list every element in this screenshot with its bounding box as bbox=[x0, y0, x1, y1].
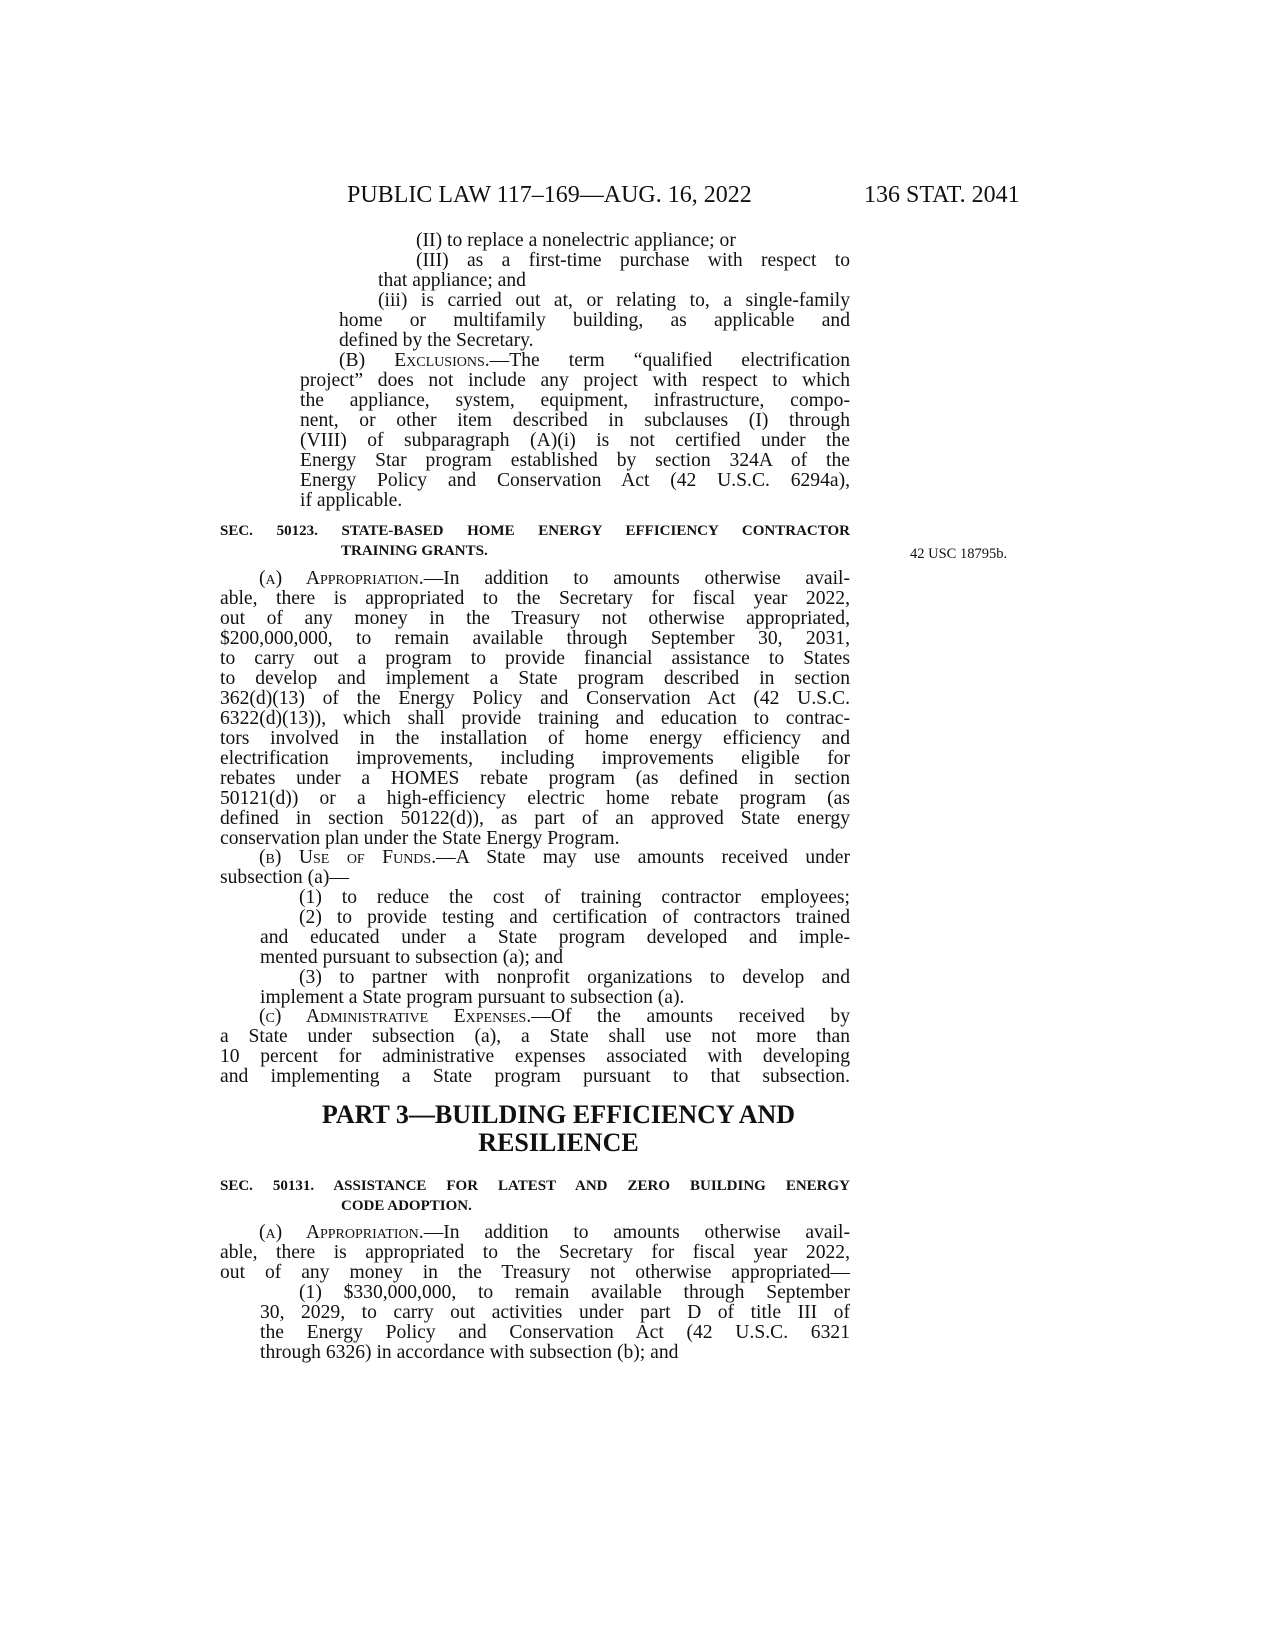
text-line: mented pursuant to subsection (a); and bbox=[260, 947, 564, 968]
text-line: a State under subsection (a), a State shall use not more than bbox=[220, 1026, 850, 1047]
text-line: defined by the Secretary. bbox=[339, 330, 534, 351]
text-line: project” does not include any project with respect to which bbox=[300, 370, 850, 391]
text-line: to carry out a program to provide financial assistance to States bbox=[220, 648, 850, 669]
subsection-heading: (a) Appropriation. bbox=[259, 568, 424, 589]
text-line: (2) to provide testing and certification of contractors trained bbox=[299, 907, 850, 928]
margin-citation: 42 USC 18795b. bbox=[910, 546, 1008, 562]
exclusions-paragraph-line bbox=[339, 350, 850, 371]
text-line: the appliance, system, equipment, infrastructure, compo- bbox=[300, 390, 850, 411]
text-line: 50121(d)) or a high-efficiency electric home rebate program (as bbox=[220, 788, 850, 809]
part-heading: PART 3—BUILDING EFFICIENCY AND bbox=[321, 1100, 796, 1129]
text-span: —A State may use amounts received under bbox=[436, 847, 850, 868]
text-span: —In addition to amounts otherwise avail- bbox=[423, 1222, 850, 1243]
text-span: —In addition to amounts otherwise avail- bbox=[423, 568, 850, 589]
text-line: and implementing a State program pursuant to that subsection. bbox=[220, 1066, 850, 1087]
text-line: (iii) is carried out at, or relating to, a single-family bbox=[378, 290, 850, 311]
text-line: (1) to reduce the cost of training contractor employees; bbox=[299, 887, 850, 908]
text-line: 30, 2029, to carry out activities under part D of title III of bbox=[260, 1302, 850, 1323]
text-line: through 6326) in accordance with subsection (b); and bbox=[260, 1342, 679, 1363]
text-line: (III) as a first-time purchase with respect to bbox=[416, 250, 850, 271]
text-line: able, there is appropriated to the Secretary for fiscal year 2022, bbox=[220, 1242, 850, 1263]
text-line: the Energy Policy and Conservation Act (42 U.S.C. 6321 bbox=[260, 1322, 850, 1343]
part-heading-continued: RESILIENCE bbox=[478, 1128, 639, 1157]
text-line: 362(d)(13) of the Energy Policy and Conservation Act (42 U.S.C. bbox=[220, 688, 850, 709]
text-line: conservation plan under the State Energy Program. bbox=[220, 828, 620, 849]
section-heading-continued: TRAINING GRANTS. bbox=[341, 543, 488, 559]
section-heading: SEC. 50131. ASSISTANCE FOR LATEST AND ZERO BUILDING ENERGY bbox=[220, 1178, 850, 1194]
text-line: home or multifamily building, as applicable and bbox=[339, 310, 850, 331]
use-of-funds-paragraph-line bbox=[259, 847, 850, 868]
text-line: implement a State program pursuant to subsection (a). bbox=[260, 987, 685, 1008]
text-line: (3) to partner with nonprofit organizations to develop and bbox=[299, 967, 850, 988]
text-line: $200,000,000, to remain available through September 30, 2031, bbox=[220, 628, 850, 649]
text-line: (1) $330,000,000, to remain available through September bbox=[299, 1282, 850, 1303]
section-heading-continued: CODE ADOPTION. bbox=[341, 1198, 472, 1214]
text-line: Energy Policy and Conservation Act (42 U.S.C. 6294a), bbox=[300, 470, 850, 491]
text-line: tors involved in the installation of home energy efficiency and bbox=[220, 728, 850, 749]
text-line: able, there is appropriated to the Secretary for fiscal year 2022, bbox=[220, 588, 850, 609]
text-line: 6322(d)(13)), which shall provide training and education to contrac- bbox=[220, 708, 850, 729]
text-line: out of any money in the Treasury not otherwise appropriated, bbox=[220, 608, 850, 629]
text-line: subsection (a)— bbox=[220, 867, 349, 888]
subsection-heading: (b) Use of Funds. bbox=[259, 847, 437, 868]
section-heading: SEC. 50123. STATE-BASED HOME ENERGY EFFICIENCY CONTRACTOR bbox=[220, 523, 850, 539]
text-span: —The term “qualified electrification bbox=[489, 350, 850, 371]
text-line: defined in section 50122(d)), as part of an approved State energy bbox=[220, 808, 850, 829]
administrative-expenses-paragraph-line bbox=[259, 1006, 850, 1027]
text-line: to develop and implement a State program described in section bbox=[220, 668, 850, 689]
text-line: (VIII) of subparagraph (A)(i) is not certified under the bbox=[300, 430, 850, 451]
text-line: (II) to replace a nonelectric appliance; or bbox=[416, 230, 736, 251]
text-line: if applicable. bbox=[300, 490, 403, 511]
text-line: nent, or other item described in subclauses (I) through bbox=[300, 410, 850, 431]
subsection-heading: (c) Administrative Expenses. bbox=[259, 1006, 532, 1027]
text-line: and educated under a State program developed and imple- bbox=[260, 927, 850, 948]
text-line: electrification improvements, including improvements eligible for bbox=[220, 748, 850, 769]
text-line: that appliance; and bbox=[378, 270, 526, 291]
text-line: out of any money in the Treasury not otherwise appropriated— bbox=[220, 1262, 850, 1283]
text-line: rebates under a HOMES rebate program (as defined in section bbox=[220, 768, 850, 789]
text-line: Energy Star program established by section 324A of the bbox=[300, 450, 850, 471]
text-line: 10 percent for administrative expenses associated with developing bbox=[220, 1046, 850, 1067]
running-header-title: PUBLIC LAW 117–169—AUG. 16, 2022 bbox=[347, 182, 752, 208]
subsection-heading: (a) Appropriation. bbox=[259, 1222, 424, 1243]
text-span: —Of the amounts received by bbox=[531, 1006, 851, 1027]
appropriation-paragraph-line bbox=[259, 1222, 850, 1243]
appropriation-paragraph-line bbox=[259, 568, 850, 589]
subsection-heading: (B) Exclusions. bbox=[339, 350, 490, 371]
page-number: 136 STAT. 2041 bbox=[864, 182, 1020, 208]
